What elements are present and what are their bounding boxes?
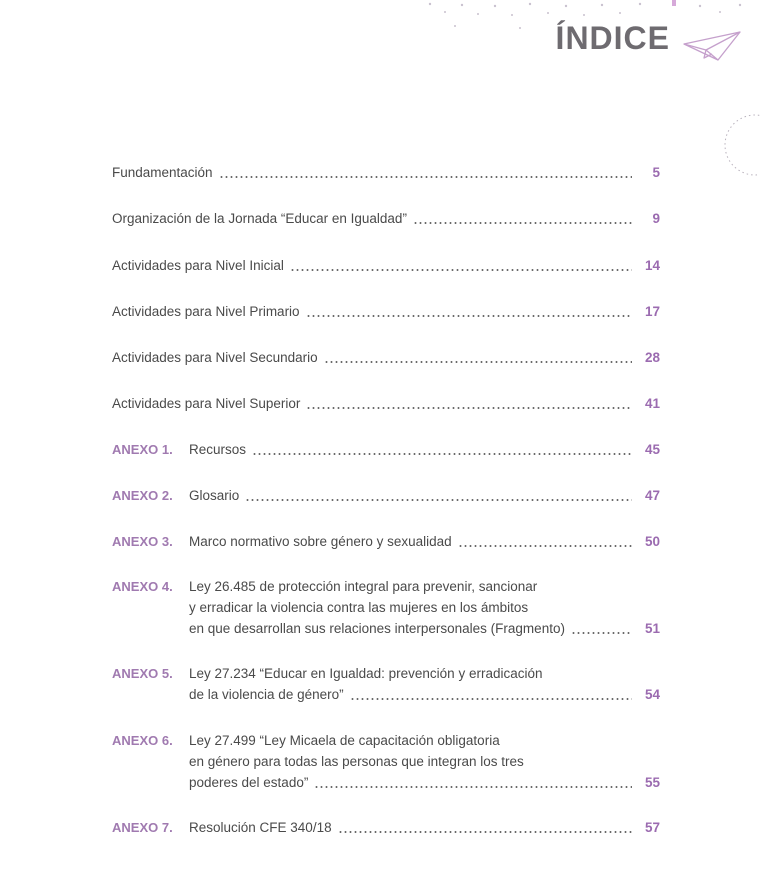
toc-entry-title: Glosario bbox=[189, 488, 240, 503]
toc-entry-title: Ley 27.234 “Educar en Igualdad: prevención y erradicación bbox=[189, 666, 543, 681]
toc-entry[interactable] bbox=[112, 730, 660, 793]
toc-entry[interactable] bbox=[112, 485, 660, 506]
dot-leader bbox=[458, 545, 632, 547]
dot-leader bbox=[314, 786, 632, 788]
dot-leader bbox=[219, 176, 632, 178]
dot-leader bbox=[306, 407, 632, 409]
page-number: 28 bbox=[644, 350, 660, 365]
toc-entry-title: en que desarrollan sus relaciones interpersonales (Fragmento) bbox=[189, 621, 565, 636]
dot-leader bbox=[350, 698, 632, 700]
page-number: 14 bbox=[644, 258, 660, 273]
toc-entry[interactable] bbox=[112, 439, 660, 460]
page-number: 5 bbox=[652, 165, 660, 180]
toc-entry-title: de la violencia de género” bbox=[189, 687, 344, 702]
toc-entry-title: Actividades para Nivel Superior bbox=[112, 396, 301, 411]
toc-entry-title: Organización de la Jornada “Educar en Igualdad” bbox=[112, 211, 407, 226]
annex-label: ANEXO 6. bbox=[112, 733, 173, 748]
page-number: 54 bbox=[644, 687, 660, 702]
dot-leader bbox=[324, 361, 632, 363]
page-number: 55 bbox=[644, 775, 660, 790]
annex-label: ANEXO 1. bbox=[112, 442, 173, 457]
toc-entry[interactable] bbox=[112, 817, 660, 838]
dot-leader bbox=[571, 632, 632, 634]
page-number: 50 bbox=[644, 534, 660, 549]
paper-plane-icon bbox=[682, 28, 742, 64]
page-number: 9 bbox=[652, 211, 660, 226]
annex-label: ANEXO 7. bbox=[112, 820, 173, 835]
dot-leader bbox=[290, 269, 632, 271]
toc-entry[interactable] bbox=[112, 347, 660, 368]
toc-entry[interactable] bbox=[112, 208, 660, 229]
toc-entry-title: Marco normativo sobre género y sexualidad bbox=[189, 534, 452, 549]
dot-leader bbox=[338, 831, 632, 833]
toc-entry-title: Fundamentación bbox=[112, 165, 213, 180]
toc-entry[interactable] bbox=[112, 162, 660, 183]
page-number: 45 bbox=[644, 442, 660, 457]
annex-label: ANEXO 3. bbox=[112, 534, 173, 549]
page-number: 17 bbox=[644, 304, 660, 319]
toc-entry[interactable] bbox=[112, 576, 660, 639]
annex-label: ANEXO 5. bbox=[112, 666, 173, 681]
dot-leader bbox=[306, 315, 632, 317]
page-number: 47 bbox=[644, 488, 660, 503]
toc-entry-title: Recursos bbox=[189, 442, 247, 457]
toc-entry-title: y erradicar la violencia contra las mujeres en los ámbitos bbox=[189, 600, 529, 615]
toc-entry-title: poderes del estado” bbox=[189, 775, 309, 790]
toc-entry-title: en género para todas las personas que integran los tres bbox=[189, 754, 524, 769]
toc-entry[interactable] bbox=[112, 255, 660, 276]
decorative-dotted-circle bbox=[720, 110, 760, 180]
page-number: 41 bbox=[644, 396, 660, 411]
toc-entry-title: Actividades para Nivel Inicial bbox=[112, 258, 284, 273]
annex-label: ANEXO 4. bbox=[112, 579, 173, 594]
toc-entry[interactable] bbox=[112, 393, 660, 414]
page-number: 51 bbox=[644, 621, 660, 636]
toc-entry-title: Ley 26.485 de protección integral para prevenir, sancionar bbox=[189, 579, 538, 594]
dot-leader bbox=[413, 222, 632, 224]
page-title: ÍNDICE bbox=[555, 20, 670, 56]
toc-entry-title: Ley 27.499 “Ley Micaela de capacitación obligatoria bbox=[189, 733, 500, 748]
dot-leader bbox=[252, 453, 632, 455]
toc-entry[interactable] bbox=[112, 663, 660, 705]
toc-entry[interactable] bbox=[112, 531, 660, 552]
dot-leader bbox=[245, 499, 632, 501]
toc-entry-title: Actividades para Nivel Primario bbox=[112, 304, 300, 319]
toc-entry[interactable] bbox=[112, 301, 660, 322]
toc-entry-title: Resolución CFE 340/18 bbox=[189, 820, 332, 835]
page-number: 57 bbox=[644, 820, 660, 835]
annex-label: ANEXO 2. bbox=[112, 488, 173, 503]
toc-entry-title: Actividades para Nivel Secundario bbox=[112, 350, 318, 365]
